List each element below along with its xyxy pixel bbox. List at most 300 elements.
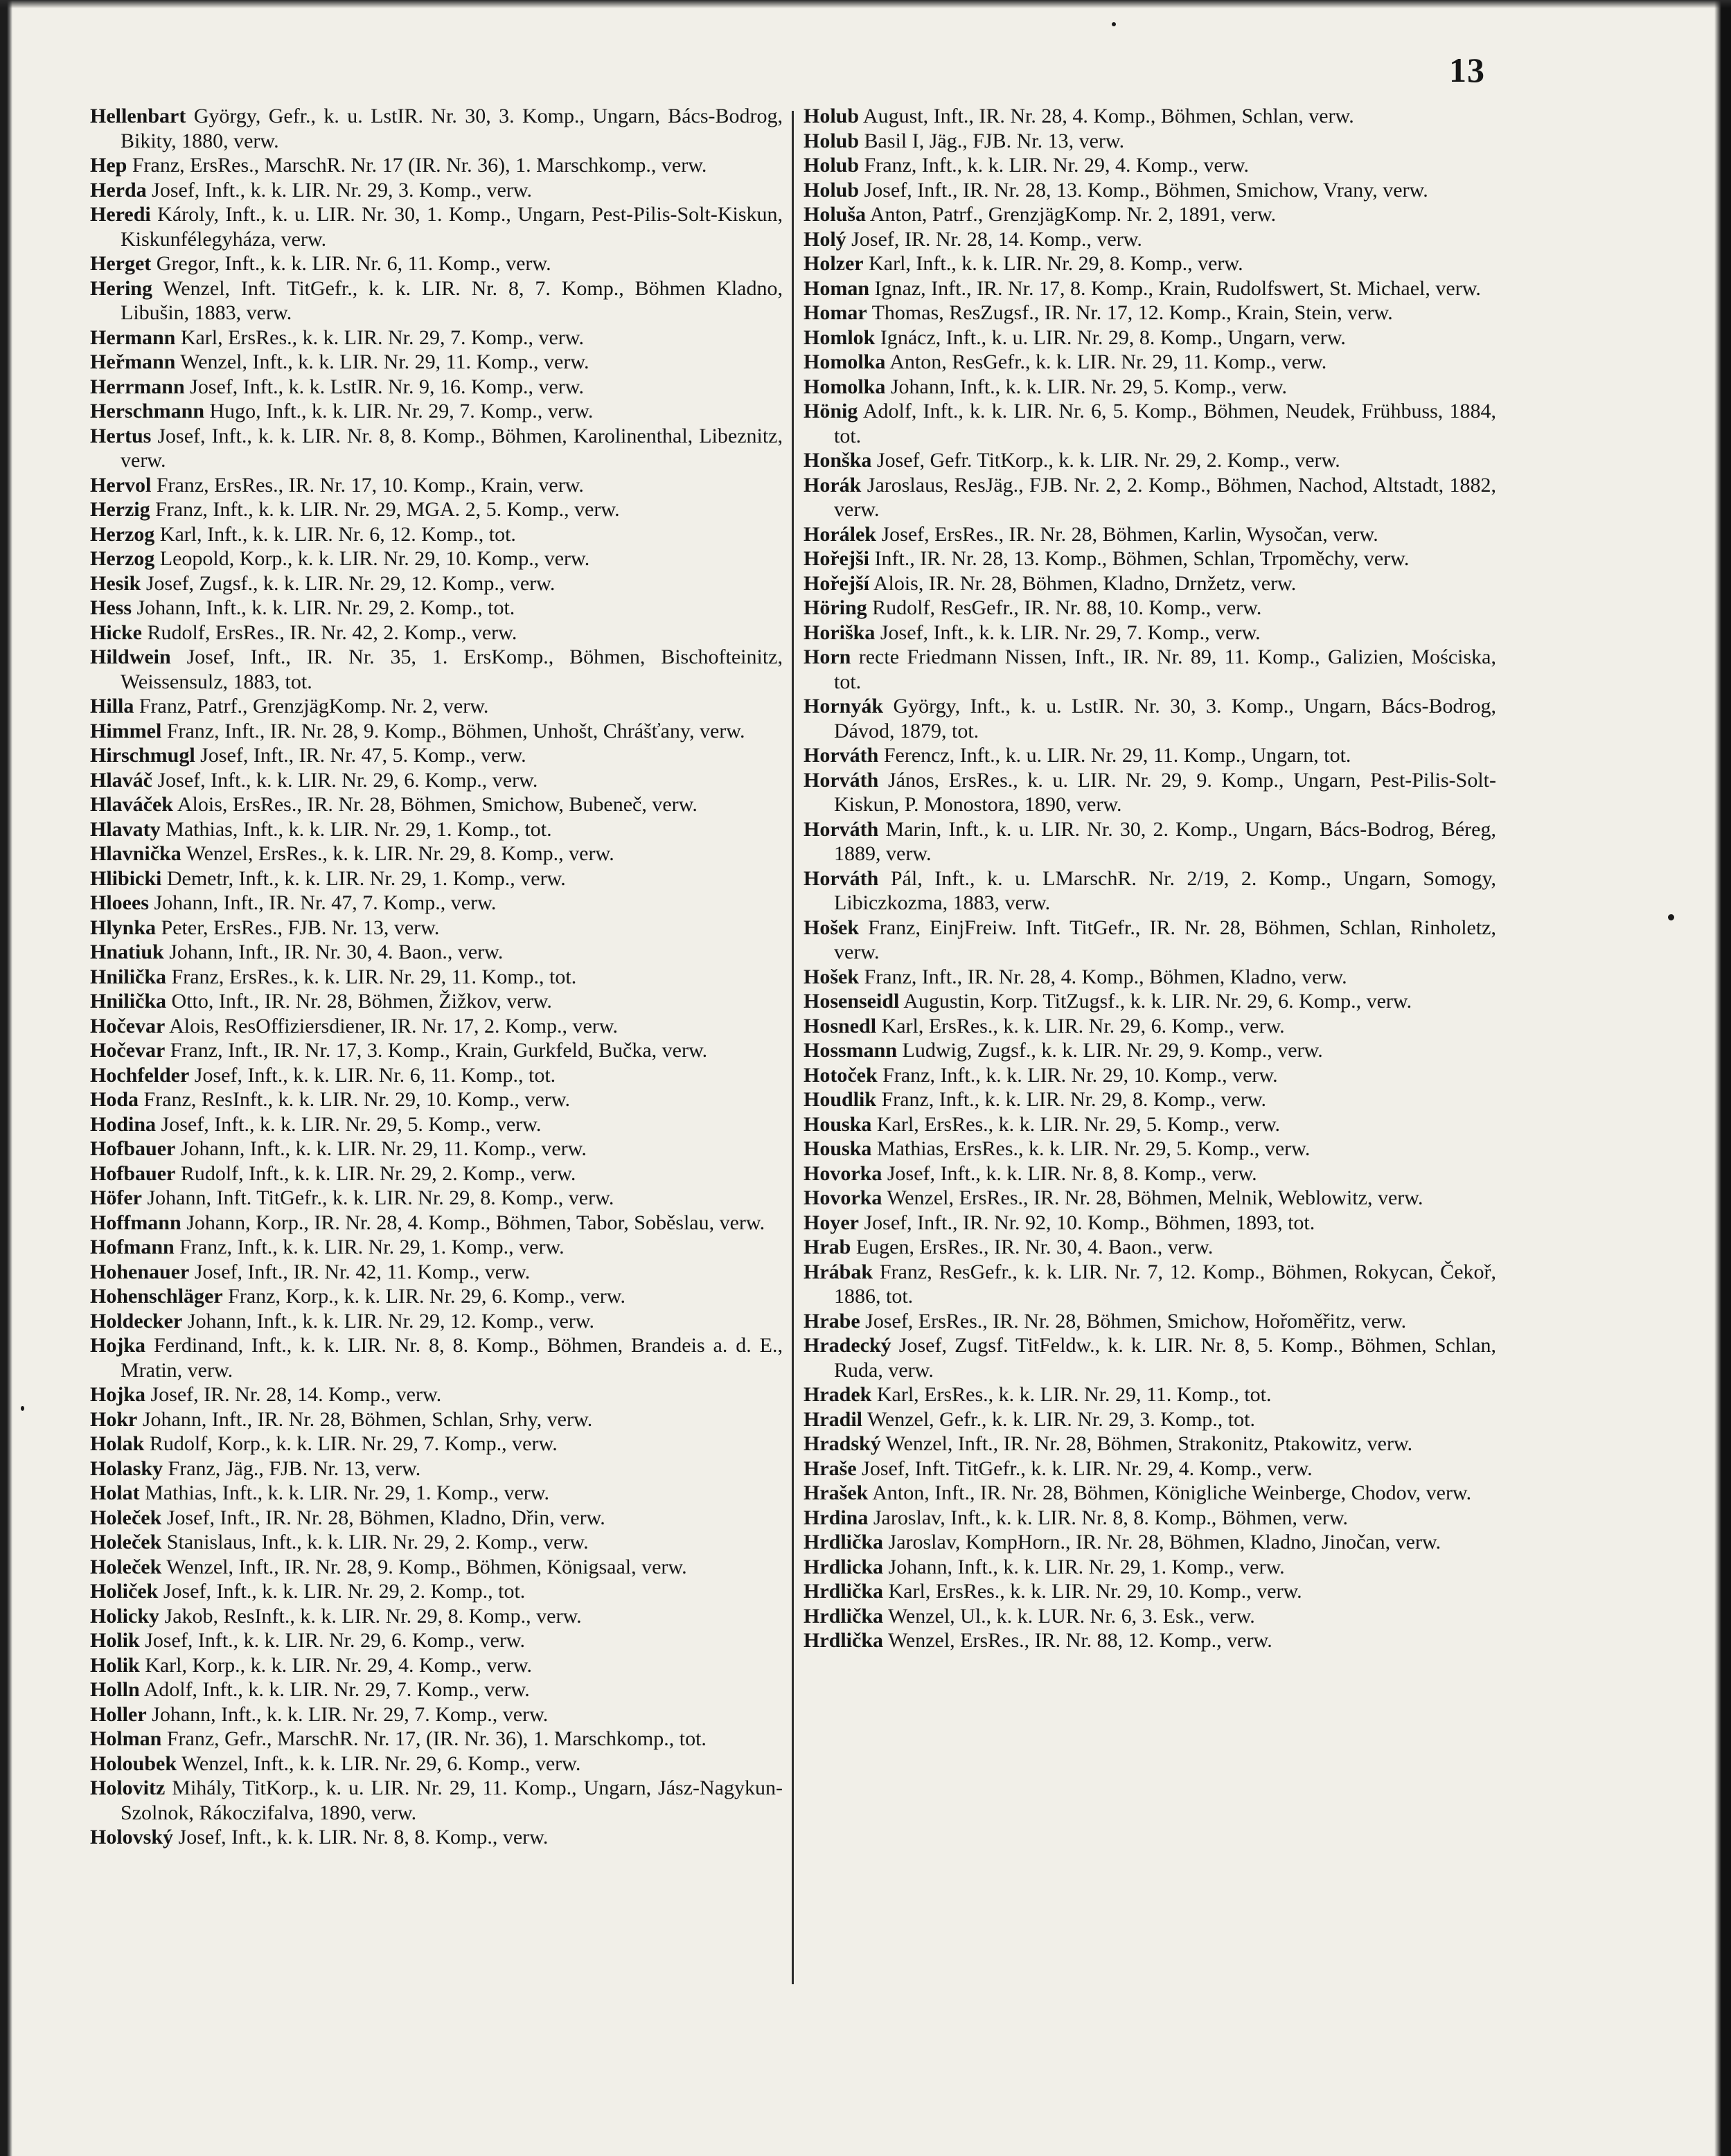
entry-surname: Holeček [90, 1531, 162, 1553]
entry-details: Franz, ErsRes., IR. Nr. 17, 10. Komp., Krain, verw. [156, 473, 584, 497]
entry-details: Rudolf, Inft., k. k. LIR. Nr. 29, 2. Komp., verw. [180, 1161, 576, 1185]
entry-details: Augustin, Korp. TitZugsf., k. k. LIR. Nr. 29, 6. Komp., verw. [903, 990, 1412, 1013]
entry-surname: Holeček [90, 1555, 162, 1578]
entry-details: Anton, Inft., IR. Nr. 28, Böhmen, Königliche Weinberge, Chodov, verw. [872, 1481, 1472, 1504]
register-entry [90, 1481, 783, 1506]
register-entry [804, 743, 1496, 768]
entry-details: Josef, Inft., k. k. LIR. Nr. 8, 8. Komp., verw. [178, 1826, 549, 1848]
entry-surname: Heřmann [90, 350, 176, 373]
entry-details: Karl, Inft., k. k. LIR. Nr. 29, 8. Komp., verw. [869, 252, 1243, 275]
entry-details: Franz, Gefr., MarschR. Nr. 17, (IR. Nr. 36), 1. Marschkomp., tot. [166, 1727, 707, 1750]
entry-details: Anton, Patrf., GrenzjägKomp. Nr. 2, 1891, verw. [869, 203, 1277, 226]
entry-details: Ignaz, Inft., IR. Nr. 17, 8. Komp., Krain, Rudolfswert, St. Michael, verw. [874, 276, 1481, 300]
entry-surname: Hep [90, 154, 127, 177]
entry-details: Franz, Inft., k. k. LIR. Nr. 29, MGA. 2, 5. Komp., verw. [155, 498, 620, 521]
entry-surname: Hořejší [804, 571, 869, 595]
entry-details: Josef, Inft., IR. Nr. 42, 11. Komp., verw. [194, 1260, 531, 1283]
entry-details: Ignácz, Inft., k. u. LIR. Nr. 29, 8. Komp., Ungarn, verw. [880, 326, 1346, 349]
register-entry [804, 1211, 1496, 1236]
entry-surname: Holub [804, 105, 860, 127]
entry-surname: Herget [90, 252, 152, 275]
register-entry [90, 104, 783, 153]
register-entry [804, 596, 1496, 621]
register-entry [90, 178, 783, 203]
register-entry [804, 916, 1496, 965]
entry-surname: Hlibicki [90, 866, 162, 890]
entry-surname: Höfer [90, 1186, 142, 1209]
register-entry [804, 375, 1496, 400]
register-entry [90, 1235, 783, 1260]
register-entry [90, 1087, 783, 1112]
register-entry [804, 129, 1496, 154]
entry-surname: Hovorka [804, 1161, 882, 1185]
entry-surname: Homolka [804, 350, 886, 373]
register-entry [90, 743, 783, 768]
entry-surname: Holovský [90, 1826, 174, 1848]
entry-surname: Hnatiuk [90, 941, 164, 963]
entry-surname: Herzog [90, 522, 155, 546]
entry-details: Josef, Inft., IR. Nr. 28, 13. Komp., Böhmen, Smichow, Vrany, verw. [864, 178, 1428, 202]
right-column [804, 104, 1496, 1653]
entry-surname: Hokr [90, 1407, 138, 1431]
entry-surname: Höring [804, 596, 867, 619]
entry-details: Johann, Inft., k. k. LIR. Nr. 29, 5. Komp., verw. [890, 375, 1288, 398]
entry-surname: Hoda [90, 1088, 139, 1111]
register-entry [804, 522, 1496, 547]
entry-surname: Herrmann [90, 375, 185, 398]
entry-surname: Hilla [90, 695, 134, 718]
entry-details: Thomas, ResZugsf., IR. Nr. 17, 12. Komp., Krain, Stein, verw. [871, 301, 1393, 324]
entry-details: Josef, Gefr. TitKorp., k. k. LIR. Nr. 29, 2. Komp., verw. [876, 449, 1340, 472]
entry-details: Franz, Inft., k. k. LIR. Nr. 29, 1. Komp., verw. [179, 1236, 565, 1258]
entry-details: Wenzel, Ul., k. k. LUR. Nr. 6, 3. Esk., verw. [887, 1604, 1255, 1628]
ink-speck [1668, 914, 1674, 920]
entry-surname: Horiška [804, 621, 876, 644]
entry-surname: Hrašek [804, 1481, 869, 1504]
entry-surname: Holý [804, 227, 846, 251]
entry-details: Johann, Inft., IR. Nr. 47, 7. Komp., verw. [154, 891, 497, 914]
entry-surname: Honška [804, 449, 872, 472]
entry-details: Wenzel, Gefr., k. k. LIR. Nr. 29, 3. Komp., tot. [867, 1407, 1255, 1431]
entry-surname: Hosenseidl [804, 990, 900, 1013]
register-entry [90, 1284, 783, 1309]
entry-surname: Homar [804, 301, 867, 324]
entry-surname: Holiček [90, 1580, 159, 1603]
entry-details: Karl, ErsRes., k. k. LIR. Nr. 29, 5. Komp., verw. [876, 1112, 1281, 1136]
register-entry [90, 989, 783, 1014]
register-entry [90, 719, 783, 744]
register-entry [90, 497, 783, 522]
register-entry [90, 1432, 783, 1456]
entry-details: Wenzel, ErsRes., IR. Nr. 28, Böhmen, Melnik, Weblowitz, verw. [887, 1186, 1423, 1209]
register-entry [804, 1112, 1496, 1137]
register-entry [804, 350, 1496, 375]
entry-surname: Hosnedl [804, 1014, 877, 1037]
entry-details: Franz, ErsRes., MarschR. Nr. 17 (IR. Nr. 36), 1. Marschkomp., verw. [132, 154, 707, 177]
entry-details: Ferencz, Inft., k. u. LIR. Nr. 29, 11. Komp., Ungarn, tot. [883, 744, 1351, 767]
entry-details: Alois, ResOffiziersdiener, IR. Nr. 17, 2. Komp., verw. [169, 1014, 618, 1037]
register-entry [90, 1161, 783, 1186]
entry-surname: Holasky [90, 1456, 163, 1480]
ink-speck [1112, 22, 1116, 26]
entry-surname: Horváth [804, 744, 879, 767]
entry-surname: Hofbauer [90, 1161, 176, 1185]
entry-details: Johann, Inft., k. k. LIR. Nr. 29, 12. Komp., verw. [187, 1309, 594, 1333]
register-entry [90, 1653, 783, 1678]
register-entry [90, 965, 783, 990]
entry-surname: Horváth [804, 866, 879, 890]
register-entry [90, 399, 783, 424]
entry-surname: Holzer [804, 252, 864, 275]
entry-surname: Hlavnička [90, 842, 181, 865]
register-entry [90, 1333, 783, 1382]
entry-details: recte Friedmann Nissen, Inft., IR. Nr. 89, 11. Komp., Galizien, Mościska, tot. [834, 645, 1496, 693]
register-entry [90, 817, 783, 842]
register-entry [90, 1382, 783, 1407]
entry-details: Josef, Inft. TitGefr., k. k. LIR. Nr. 29, 4. Komp., verw. [862, 1456, 1313, 1480]
entry-surname: Holicky [90, 1604, 160, 1628]
entry-details: Wenzel, ErsRes., IR. Nr. 88, 12. Komp., verw. [887, 1629, 1272, 1652]
entry-surname: Horváth [804, 817, 879, 841]
register-entry [804, 1506, 1496, 1531]
entry-details: Karl, ErsRes., k. k. LIR. Nr. 29, 7. Komp., verw. [180, 326, 584, 349]
entry-details: Johann, Inft. TitGefr., k. k. LIR. Nr. 29, 8. Komp., verw. [147, 1186, 614, 1209]
register-entry [804, 1604, 1496, 1629]
register-entry [90, 792, 783, 817]
register-entry [90, 1186, 783, 1211]
entry-details: Josef, Inft., k. k. LstIR. Nr. 9, 16. Komp., verw. [190, 375, 584, 398]
register-entry [90, 1530, 783, 1555]
register-entry [804, 1137, 1496, 1161]
entry-details: Adolf, Inft., k. k. LIR. Nr. 6, 5. Komp., Böhmen, Neudek, Frühbuss, 1884, tot. [834, 400, 1496, 447]
entry-details: Károly, Inft., k. u. LIR. Nr. 30, 1. Komp., Ungarn, Pest-Pilis-Solt-Kiskun, Kiskunfélegyháza, verw. [121, 203, 783, 251]
entry-surname: Holub [804, 129, 860, 152]
entry-surname: Hermann [90, 326, 176, 349]
entry-details: Gregor, Inft., k. k. LIR. Nr. 6, 11. Komp., verw. [156, 252, 551, 275]
entry-details: Josef, Inft., k. k. LIR. Nr. 8, 8. Komp., verw. [887, 1161, 1257, 1185]
entry-surname: Hornyák [804, 695, 884, 718]
register-entry [90, 1456, 783, 1481]
entry-surname: Hojka [90, 1383, 146, 1406]
register-entry [804, 1014, 1496, 1039]
entry-details: Leopold, Korp., k. k. LIR. Nr. 29, 10. Komp., verw. [159, 547, 590, 570]
entry-surname: Hošek [804, 916, 860, 939]
entry-details: Josef, Inft., k. k. LIR. Nr. 29, 6. Komp., verw. [145, 1629, 526, 1652]
entry-details: Franz, ResGefr., k. k. LIR. Nr. 7, 12. Komp., Böhmen, Rokycan, Čekoř, 1886, tot. [834, 1260, 1496, 1308]
entry-details: Karl, ErsRes., k. k. LIR. Nr. 29, 10. Komp., verw. [888, 1580, 1302, 1603]
entry-surname: Holub [804, 154, 860, 177]
entry-details: Josef, Zugsf., k. k. LIR. Nr. 29, 12. Komp., verw. [145, 571, 556, 595]
entry-surname: Hlaváček [90, 793, 173, 816]
register-entry [90, 1038, 783, 1063]
register-entry [804, 1235, 1496, 1260]
entry-surname: Hnilička [90, 965, 167, 988]
entry-details: Wenzel, Inft., k. k. LIR. Nr. 29, 11. Komp., verw. [180, 350, 589, 373]
register-entry [90, 571, 783, 596]
register-entry [90, 891, 783, 916]
entry-surname: Herzig [90, 498, 150, 521]
entry-details: Johann, Inft., k. k. LIR. Nr. 29, 2. Komp., tot. [136, 596, 515, 619]
register-entry [804, 768, 1496, 817]
entry-details: Anton, ResGefr., k. k. LIR. Nr. 29, 11. Komp., verw. [889, 350, 1327, 373]
register-entry [804, 1186, 1496, 1211]
entry-surname: Herda [90, 178, 147, 202]
entry-surname: Holak [90, 1432, 145, 1455]
entry-surname: Hradský [804, 1432, 881, 1455]
register-entry [90, 546, 783, 571]
register-entry [804, 473, 1496, 522]
entry-details: Josef, ErsRes., IR. Nr. 28, Böhmen, Karlin, Wysočan, verw. [881, 522, 1378, 546]
entry-surname: Hrdlička [804, 1604, 884, 1628]
entry-surname: Hoffmann [90, 1211, 181, 1234]
entry-details: Franz, ResInft., k. k. LIR. Nr. 29, 10. Komp., verw. [143, 1088, 570, 1111]
entry-surname: Holln [90, 1678, 140, 1701]
register-entry [90, 1604, 783, 1629]
register-entry [90, 841, 783, 866]
entry-surname: Houska [804, 1137, 872, 1160]
entry-details: Rudolf, ErsRes., IR. Nr. 42, 2. Komp., verw. [147, 621, 517, 644]
entry-surname: Hering [90, 276, 152, 300]
entry-details: György, Gefr., k. u. LstIR. Nr. 30, 3. Komp., Ungarn, Bács-Bodrog, Bikity, 1880, verw. [121, 105, 783, 152]
entry-surname: Holik [90, 1653, 140, 1677]
entry-details: Josef, Inft., IR. Nr. 92, 10. Komp., Böhmen, 1893, tot. [864, 1211, 1315, 1234]
register-entry [90, 1752, 783, 1776]
entry-details: Johann, Korp., IR. Nr. 28, 4. Komp., Böhmen, Tabor, Soběslau, verw. [186, 1211, 765, 1234]
entry-details: Ferdinand, Inft., k. k. LIR. Nr. 8, 8. Komp., Böhmen, Brandeis a. d. E., Mratin, verw. [121, 1334, 783, 1382]
register-entry [90, 596, 783, 621]
entry-surname: Hochfelder [90, 1063, 190, 1087]
register-entry [90, 621, 783, 645]
register-entry [804, 399, 1496, 448]
register-entry [804, 1407, 1496, 1432]
entry-surname: Hohenauer [90, 1260, 190, 1283]
entry-surname: Hrdina [804, 1506, 869, 1529]
register-entry [90, 1825, 783, 1850]
entry-surname: Holman [90, 1727, 162, 1750]
entry-surname: Hlavaty [90, 817, 161, 841]
entry-details: Adolf, Inft., k. k. LIR. Nr. 29, 7. Komp., verw. [143, 1678, 530, 1701]
register-entry [804, 276, 1496, 301]
entry-surname: Hirschmugl [90, 744, 195, 767]
entry-details: Wenzel, Inft., IR. Nr. 28, Böhmen, Strakonitz, Ptakowitz, verw. [885, 1432, 1413, 1455]
entry-details: Franz, Korp., k. k. LIR. Nr. 29, 6. Komp., verw. [228, 1285, 625, 1308]
column-divider [792, 111, 794, 1984]
entry-details: Franz, EinjFreiw. Inft. TitGefr., IR. Nr. 28, Böhmen, Schlan, Rinholetz, verw. [834, 916, 1496, 963]
left-column [90, 104, 783, 1850]
register-entry [90, 1260, 783, 1285]
register-entry [90, 768, 783, 793]
entry-details: Franz, ErsRes., k. k. LIR. Nr. 29, 11. Komp., tot. [171, 965, 577, 988]
register-entry [804, 104, 1496, 129]
entry-details: Marin, Inft., k. u. LIR. Nr. 30, 2. Komp., Ungarn, Bács-Bodrog, Béreg, 1889, verw. [834, 817, 1496, 865]
register-entry [804, 1382, 1496, 1407]
register-entry [90, 1211, 783, 1236]
register-entry [90, 1407, 783, 1432]
page-number: 13 [1449, 51, 1485, 89]
entry-details: János, ErsRes., k. u. LIR. Nr. 29, 9. Komp., Ungarn, Pest-Pilis-Solt-Kiskun, P. Monostora, 1890, verw. [834, 768, 1496, 816]
entry-details: Wenzel, Inft., k. k. LIR. Nr. 29, 6. Komp., verw. [181, 1752, 581, 1775]
register-entry [90, 522, 783, 547]
register-entry [804, 965, 1496, 990]
register-entry [90, 940, 783, 965]
entry-surname: Hofmann [90, 1236, 175, 1258]
entry-details: Alois, IR. Nr. 28, Böhmen, Kladno, Drnžetz, verw. [873, 571, 1297, 595]
scan-edge-left [0, 0, 12, 2156]
entry-surname: Hesik [90, 571, 141, 595]
entry-details: Josef, Inft., k. k. LIR. Nr. 29, 5. Komp., verw. [161, 1112, 542, 1136]
entry-details: Johann, Inft., k. k. LIR. Nr. 29, 11. Komp., verw. [180, 1137, 587, 1160]
register-entry [90, 1014, 783, 1039]
entry-details: Eugen, ErsRes., IR. Nr. 30, 4. Baon., verw. [855, 1236, 1214, 1258]
entry-surname: Hönig [804, 400, 858, 422]
entry-details: Jakob, ResInft., k. k. LIR. Nr. 29, 8. Komp., verw. [164, 1604, 582, 1628]
entry-surname: Hertus [90, 424, 152, 447]
entry-details: Pál, Inft., k. u. LMarschR. Nr. 2/19, 2. Komp., Ungarn, Somogy, Libiczkozma, 1883, verw. [834, 866, 1496, 914]
entry-surname: Horn [804, 645, 851, 668]
entry-details: Josef, IR. Nr. 28, 14. Komp., verw. [150, 1383, 442, 1406]
entry-details: Franz, Inft., k. k. LIR. Nr. 29, 4. Komp., verw. [864, 154, 1250, 177]
entry-surname: Hradil [804, 1407, 863, 1431]
entry-details: Mathias, Inft., k. k. LIR. Nr. 29, 1. Komp., verw. [145, 1481, 549, 1504]
scan-edge-right [1714, 0, 1731, 2156]
register-entry [804, 1260, 1496, 1309]
entry-details: August, Inft., IR. Nr. 28, 4. Komp., Böhmen, Schlan, verw. [862, 105, 1354, 127]
entry-surname: Horák [804, 473, 862, 497]
entry-details: Wenzel, ErsRes., k. k. LIR. Nr. 29, 8. Komp., verw. [186, 842, 614, 865]
entry-surname: Hočevar [90, 1014, 166, 1037]
register-entry [804, 178, 1496, 203]
entry-details: Josef, IR. Nr. 28, 14. Komp., verw. [851, 227, 1142, 251]
entry-details: Josef, Inft., k. k. LIR. Nr. 29, 3. Komp., verw. [152, 178, 532, 202]
register-entry [90, 1702, 783, 1727]
entry-surname: Holovitz [90, 1776, 166, 1799]
register-entry [90, 1137, 783, 1161]
entry-details: Franz, Inft., IR. Nr. 28, 9. Komp., Böhmen, Unhošt, Chrášťany, verw. [166, 719, 745, 742]
entry-details: Josef, Inft., IR. Nr. 28, Böhmen, Kladno, Dřin, verw. [166, 1506, 605, 1529]
register-entry [804, 153, 1496, 178]
entry-surname: Hoyer [804, 1211, 859, 1234]
register-entry [90, 251, 783, 276]
entry-details: Karl, ErsRes., k. k. LIR. Nr. 29, 6. Komp., verw. [881, 1014, 1285, 1037]
entry-surname: Holub [804, 178, 860, 202]
entry-surname: Hodina [90, 1112, 157, 1136]
register-entry [804, 448, 1496, 473]
register-entry [804, 326, 1496, 350]
register-entry [804, 1333, 1496, 1382]
register-entry [804, 1530, 1496, 1555]
register-entry [804, 1432, 1496, 1456]
entry-surname: Holoubek [90, 1752, 177, 1775]
entry-details: Franz, Inft., k. k. LIR. Nr. 29, 8. Komp., verw. [881, 1088, 1267, 1111]
register-entry [90, 645, 783, 694]
entry-surname: Hnilička [90, 990, 167, 1013]
entry-details: György, Inft., k. u. LstIR. Nr. 30, 3. Komp., Ungarn, Bács-Bodrog, Dávod, 1879, tot. [834, 695, 1497, 742]
entry-details: Jaroslav, Inft., k. k. LIR. Nr. 8, 8. Komp., Böhmen, verw. [873, 1506, 1349, 1529]
entry-surname: Holdecker [90, 1309, 183, 1333]
entry-details: Ludwig, Zugsf., k. k. LIR. Nr. 29, 9. Komp., verw. [902, 1039, 1323, 1062]
entry-surname: Homan [804, 276, 870, 300]
entry-details: Johann, Inft., IR. Nr. 30, 4. Baon., verw. [169, 941, 504, 963]
entry-surname: Hošek [804, 965, 860, 988]
entry-surname: Holik [90, 1629, 140, 1652]
entry-details: Johann, Inft., IR. Nr. 28, Böhmen, Schlan, Srhy, verw. [142, 1407, 593, 1431]
register-entry [90, 916, 783, 941]
entry-details: Rudolf, ResGefr., IR. Nr. 88, 10. Komp., verw. [872, 596, 1262, 619]
register-entry [804, 202, 1496, 227]
entry-details: Josef, Inft., IR. Nr. 47, 5. Komp., verw. [200, 744, 526, 767]
entry-surname: Hrdlicka [804, 1555, 884, 1578]
register-entry [90, 424, 783, 473]
entry-surname: Horváth [804, 768, 879, 792]
entry-surname: Hlynka [90, 916, 157, 939]
register-entry [90, 1063, 783, 1088]
entry-details: Josef, Zugsf. TitFeldw., k. k. LIR. Nr. 8, 5. Komp., Böhmen, Schlan, Ruda, verw. [834, 1334, 1497, 1382]
entry-details: Karl, ErsRes., k. k. LIR. Nr. 29, 11. Komp., tot. [876, 1383, 1272, 1406]
register-entry [90, 1579, 783, 1604]
register-entry [90, 1677, 783, 1702]
entry-details: Wenzel, Inft. TitGefr., k. k. LIR. Nr. 8, 7. Komp., Böhmen Kladno, Libušin, 1883, verw. [121, 276, 783, 324]
entry-details: Otto, Inft., IR. Nr. 28, Böhmen, Žižkov, verw. [171, 990, 552, 1013]
register-entry [90, 1506, 783, 1531]
register-entry [804, 694, 1496, 743]
register-entry [90, 350, 783, 375]
register-entry [90, 1628, 783, 1653]
entry-details: Josef, ErsRes., IR. Nr. 28, Böhmen, Smichow, Hořoměřitz, verw. [865, 1309, 1407, 1333]
register-entry [804, 866, 1496, 916]
entry-details: Jaroslav, KompHorn., IR. Nr. 28, Böhmen, Kladno, Jinočan, verw. [888, 1531, 1441, 1553]
register-entry [804, 621, 1496, 645]
register-entry [804, 1161, 1496, 1186]
register-entry [804, 1309, 1496, 1334]
entry-details: Mihály, TitKorp., k. u. LIR. Nr. 29, 11. Komp., Ungarn, Jász-Nagykun-Szolnok, Rákoczifalva, 1890, verw. [121, 1776, 783, 1824]
entry-details: Franz, Jäg., FJB. Nr. 13, verw. [168, 1456, 421, 1480]
entry-details: Josef, Inft., k. k. LIR. Nr. 8, 8. Komp., Böhmen, Karolinenthal, Libeznitz, verw. [121, 424, 783, 472]
entry-surname: Hofbauer [90, 1137, 176, 1160]
entry-details: Mathias, ErsRes., k. k. LIR. Nr. 29, 5. Komp., verw. [876, 1137, 1311, 1160]
entry-details: Franz, Inft., IR. Nr. 28, 4. Komp., Böhmen, Kladno, verw. [864, 965, 1347, 988]
register-entry [90, 1555, 783, 1580]
entry-details: Demetr, Inft., k. k. LIR. Nr. 29, 1. Komp., verw. [166, 866, 566, 890]
entry-details: Inft., IR. Nr. 28, 13. Komp., Böhmen, Schlan, Trpoměchy, verw. [874, 547, 1410, 570]
entry-details: Franz, Patrf., GrenzjägKomp. Nr. 2, verw. [139, 695, 489, 718]
register-entry [90, 1309, 783, 1334]
register-entry [804, 1628, 1496, 1653]
register-entry [804, 817, 1496, 866]
entry-surname: Hotoček [804, 1063, 878, 1087]
register-entry [90, 694, 783, 719]
register-entry [90, 375, 783, 400]
entry-details: Hugo, Inft., k. k. LIR. Nr. 29, 7. Komp., verw. [209, 400, 594, 422]
scan-edge-top [0, 0, 1731, 8]
entry-surname: Hohenschläger [90, 1285, 223, 1308]
entry-details: Basil I, Jäg., FJB. Nr. 13, verw. [864, 129, 1125, 152]
entry-surname: Hellenbart [90, 105, 186, 127]
entry-details: Johann, Inft., k. k. LIR. Nr. 29, 7. Komp., verw. [152, 1702, 549, 1726]
register-entry [90, 1776, 783, 1825]
entry-details: Mathias, Inft., k. k. LIR. Nr. 29, 1. Komp., tot. [166, 817, 552, 841]
register-entry [90, 276, 783, 326]
ink-speck [21, 1406, 24, 1411]
entry-surname: Hlaváč [90, 768, 152, 792]
entry-surname: Hraše [804, 1456, 857, 1480]
entry-surname: Hořejši [804, 547, 869, 570]
register-entry [804, 1063, 1496, 1088]
entry-surname: Hrab [804, 1236, 851, 1258]
entry-surname: Houdlik [804, 1088, 877, 1111]
register-entry [804, 989, 1496, 1014]
entry-surname: Homolka [804, 375, 886, 398]
entry-surname: Hrábak [804, 1260, 873, 1283]
